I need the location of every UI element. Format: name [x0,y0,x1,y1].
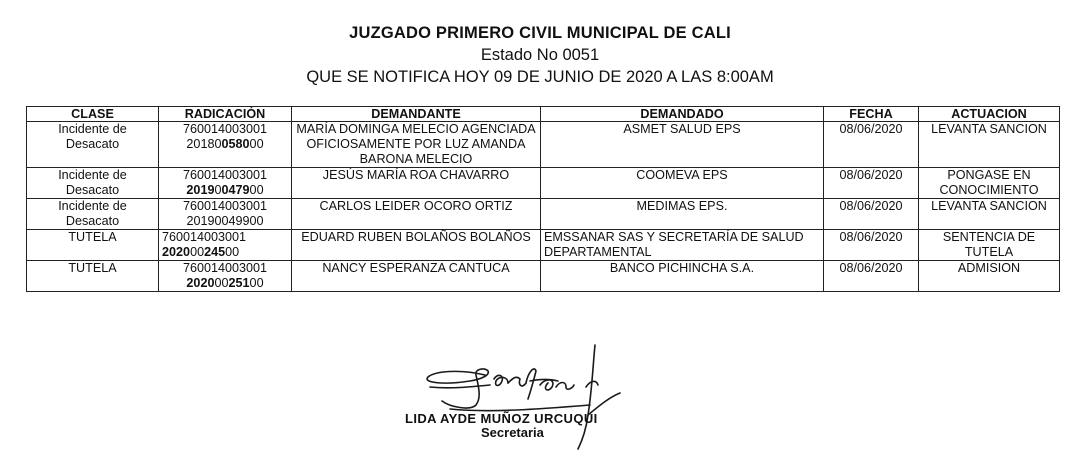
cell-fecha: 08/06/2020 [824,230,919,261]
col-demandado-header: DEMANDADO [541,107,824,122]
cell-demandante: CARLOS LEIDER OCORO ORTIZ [292,199,541,230]
cell-fecha: 08/06/2020 [824,261,919,292]
cell-radicacion [159,230,292,261]
radicacion-number: 20180058000 [186,137,264,151]
radicacion-prefix: 760014003001 [162,230,247,244]
radicacion-prefix: 760014003001 [182,122,268,136]
radicacion-number: 20190047900 [186,183,264,197]
cell-radicacion [159,199,292,230]
radicacion-number: 20200025100 [186,276,264,290]
cell-demandante: EDUARD RUBEN BOLAÑOS BOLAÑOS [292,230,541,261]
col-actuacion-header: ACTUACION [919,107,1060,122]
court-title: JUZGADO PRIMERO CIVIL MUNICIPAL DE CALI [349,24,731,42]
cell-demandante: JESÚS MARÍA ROA CHAVARRO [292,168,541,199]
cell-fecha: 08/06/2020 [824,122,919,168]
cell-fecha: 08/06/2020 [824,199,919,230]
cell-radicacion [159,122,292,168]
col-fecha-header: FECHA [824,107,919,122]
signatory-role: Secretaria [481,425,544,440]
cell-demandado: MEDIMAS EPS. [541,199,824,230]
table-row [27,199,1060,230]
cell-actuacion: LEVANTA SANCION [919,122,1060,168]
cell-clase: TUTELA [27,230,159,261]
cell-clase: Incidente de Desacato [27,168,159,199]
table-row [27,261,1060,292]
cell-demandante: NANCY ESPERANZA CANTUCA [292,261,541,292]
cell-actuacion: LEVANTA SANCION [919,199,1060,230]
cell-actuacion: SENTENCIA DE TUTELA [919,230,1060,261]
radicacion-prefix: 760014003001 [182,168,268,182]
estado-table [26,106,1060,292]
radicacion-number: 20190049900 [186,214,264,228]
cell-demandado: ASMET SALUD EPS [541,122,824,168]
table-row [27,168,1060,199]
table-header-row [27,107,1060,122]
radicacion-prefix: 760014003001 [182,261,268,275]
cell-actuacion: PONGASE EN CONOCIMIENTO [919,168,1060,199]
col-clase-header: CLASE [27,107,159,122]
cell-fecha: 08/06/2020 [824,168,919,199]
radicacion-number: 20200024500 [162,245,240,259]
cell-demandado: EMSSANAR SAS Y SECRETARÍA DE SALUD DEPARTAMENTAL [541,230,824,261]
cell-demandado: BANCO PICHINCHA S.A. [541,261,824,292]
signatory-name: LIDA AYDE MUÑOZ URCUQUI [405,411,598,426]
cell-actuacion: ADMISION [919,261,1060,292]
cell-clase: Incidente de Desacato [27,122,159,168]
col-radicacion-header: RADICACIÓN [159,107,292,122]
cell-demandado: COOMEVA EPS [541,168,824,199]
estado-number: Estado No 0051 [480,46,600,64]
col-demandante-header: DEMANDANTE [292,107,541,122]
table-row [27,122,1060,168]
table-row [27,230,1060,261]
cell-radicacion [159,168,292,199]
cell-clase: Incidente de Desacato [27,199,159,230]
radicacion-prefix: 760014003001 [182,199,268,213]
cell-radicacion [159,261,292,292]
cell-demandante: MARÍA DOMINGA MELECIO AGENCIADA OFICIOSAMENTE POR LUZ AMANDA BARONA MELECIO [292,122,541,168]
notification-line: QUE SE NOTIFICA HOY 09 DE JUNIO DE 2020 A LAS 8:00AM [306,68,774,86]
cell-clase: TUTELA [27,261,159,292]
